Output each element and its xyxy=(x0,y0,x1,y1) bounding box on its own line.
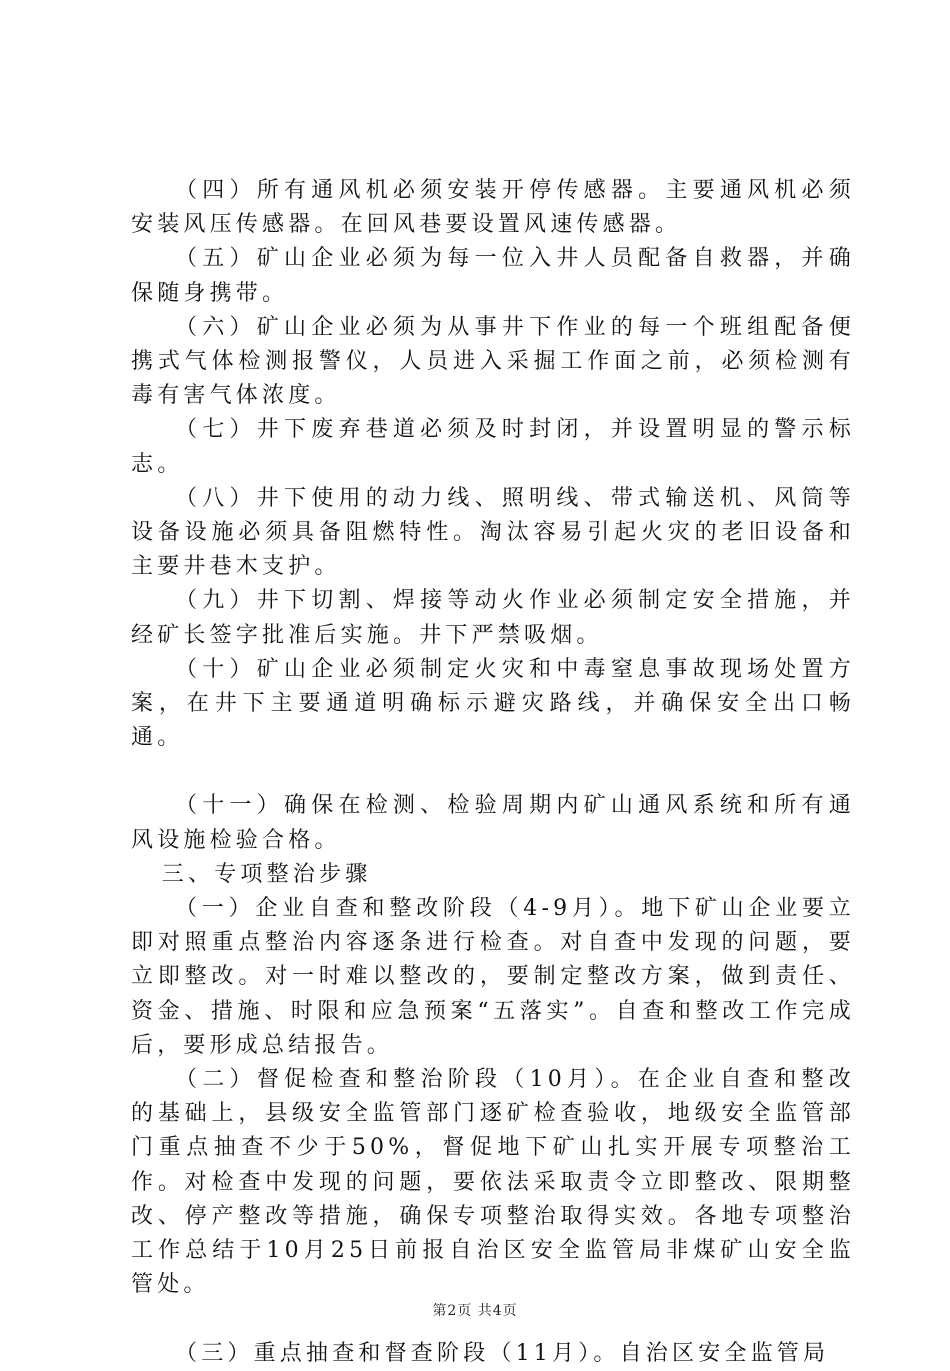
paragraph-item-9: （九）井下切割、焊接等动火作业必须制定安全措施，并经矿长签字批准后实施。井下严禁吸烟。 xyxy=(131,588,855,648)
paragraph-item-11: （十一）确保在检测、检验周期内矿山通风系统和所有通风设施检验合格。 xyxy=(131,793,855,853)
paragraph-item-6: （六）矿山企业必须为从事井下作业的每一个班组配备便携式气体检测报警仪，人员进入采掘工作面之前，必须检测有毒有害气体浓度。 xyxy=(131,314,855,409)
paragraph-item-8: （八）井下使用的动力线、照明线、带式输送机、风筒等设备设施必须具备阻燃特性。淘汰容易引起火灾的老旧设备和主要井巷木支护。 xyxy=(131,485,855,580)
paragraph-item-7: （七）井下废弃巷道必须及时封闭，并设置明显的警示标志。 xyxy=(131,417,855,477)
paragraph-step-2: （二）督促检查和整治阶段（10月）。在企业自查和整改的基础上，县级安全监管部门逐矿检查验收，地级安全监管部门重点抽查不少于50%，督促地下矿山扎实开展专项整治工作。对检查中发现的问题，要依法采取责令立即整改、限期整改、停产整改等措施，确保专项整治取得实效。各地专项整治工作总结于10月25日前报自治区安全监管局非煤矿山安全监管处。 xyxy=(131,1067,855,1298)
paragraph-item-5: （五）矿山企业必须为每一位入井人员配备自救器，并确保随身携带。 xyxy=(131,246,855,306)
paragraph-item-10: （十）矿山企业必须制定火灾和中毒窒息事故现场处置方案，在井下主要通道明确标示避灾路线，并确保安全出口畅通。 xyxy=(131,656,855,751)
page-number-footer: 第2页 共4页 xyxy=(432,1303,518,1319)
paragraph-step-3: （三）重点抽查和督查阶段（11月）。自治区安全监管局 xyxy=(175,1340,830,1366)
section-heading-steps: 三、专项整治步骤 xyxy=(161,861,372,887)
document-body xyxy=(131,174,855,1371)
paragraph-item-4: （四）所有通风机必须安装开停传感器。主要通风机必须安装风压传感器。在回风巷要设置风速传感器。 xyxy=(131,178,855,238)
paragraph-step-1: （一）企业自查和整改阶段（4-9月）。地下矿山企业要立即对照重点整治内容逐条进行检查。对自查中发现的问题，要立即整改。对一时难以整改的，要制定整改方案，做到责任、资金、措施、时限和应急预案“五落实”。自查和整改工作完成后，要形成总结报告。 xyxy=(131,896,855,1058)
